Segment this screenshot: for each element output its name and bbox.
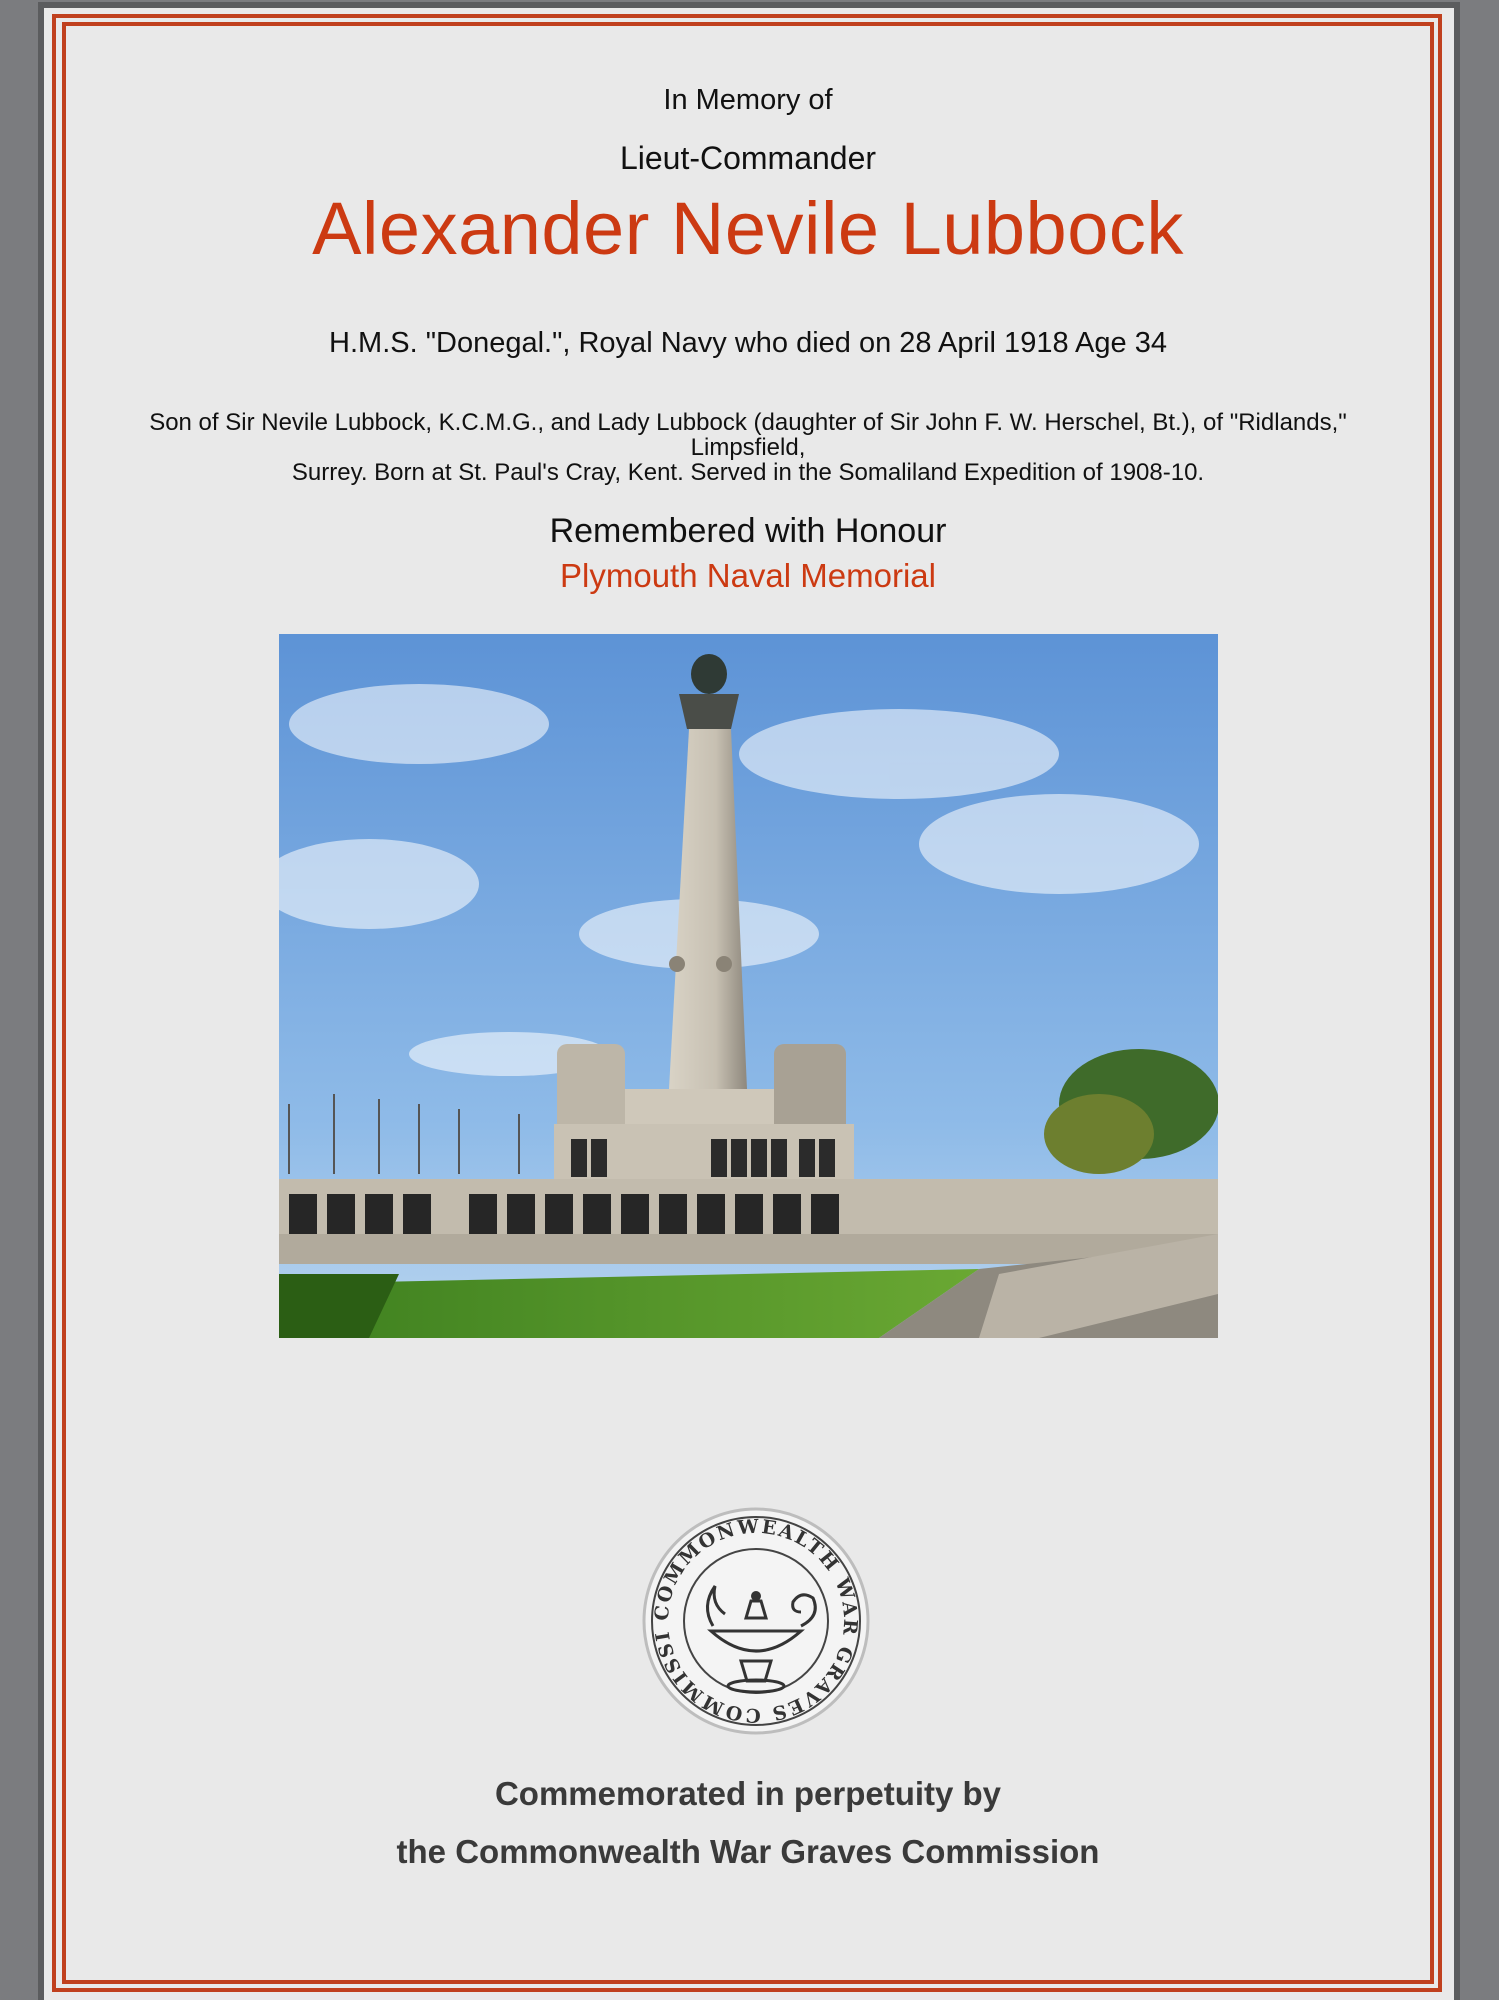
- service-line: H.M.S. "Donegal.", Royal Navy who died on 28 April 1918 Age 34: [329, 327, 1167, 359]
- memorial-column-photo-icon: [279, 634, 1218, 1338]
- cwgc-seal: [641, 1506, 871, 1736]
- memorial-photo: [279, 634, 1218, 1338]
- commemorated-line-2: the Commonwealth War Graves Commission: [396, 1833, 1100, 1870]
- family-details: [62, 410, 1434, 485]
- rank-label: Lieut-Commander: [619, 140, 877, 176]
- commemorated-line-1: Commemorated in perpetuity by: [494, 1775, 1002, 1812]
- family-line-1: Son of Sir Nevile Lubbock, K.C.M.G., and Lady Lubbock (daughter of Sir John F. W. Herschel, Bt.), of "Ridlands," Limpsfield,: [149, 409, 1347, 461]
- svg-text:COMMONWEALTH WAR GRAVES COMMIS: COMMONWEALTH WAR GRAVES COMMISSI: [650, 1515, 862, 1727]
- person-name: Alexander Nevile Lubbock: [312, 187, 1184, 270]
- remembered-heading: Remembered with Honour: [549, 512, 947, 550]
- in-memory-heading: In Memory of: [663, 84, 833, 116]
- memorial-name: Plymouth Naval Memorial: [560, 557, 936, 594]
- family-line-2: Surrey. Born at St. Paul's Cray, Kent. Served in the Somaliland Expedition of 1908-10.: [291, 459, 1205, 486]
- cwgc-lamp-seal-icon: [641, 1506, 871, 1736]
